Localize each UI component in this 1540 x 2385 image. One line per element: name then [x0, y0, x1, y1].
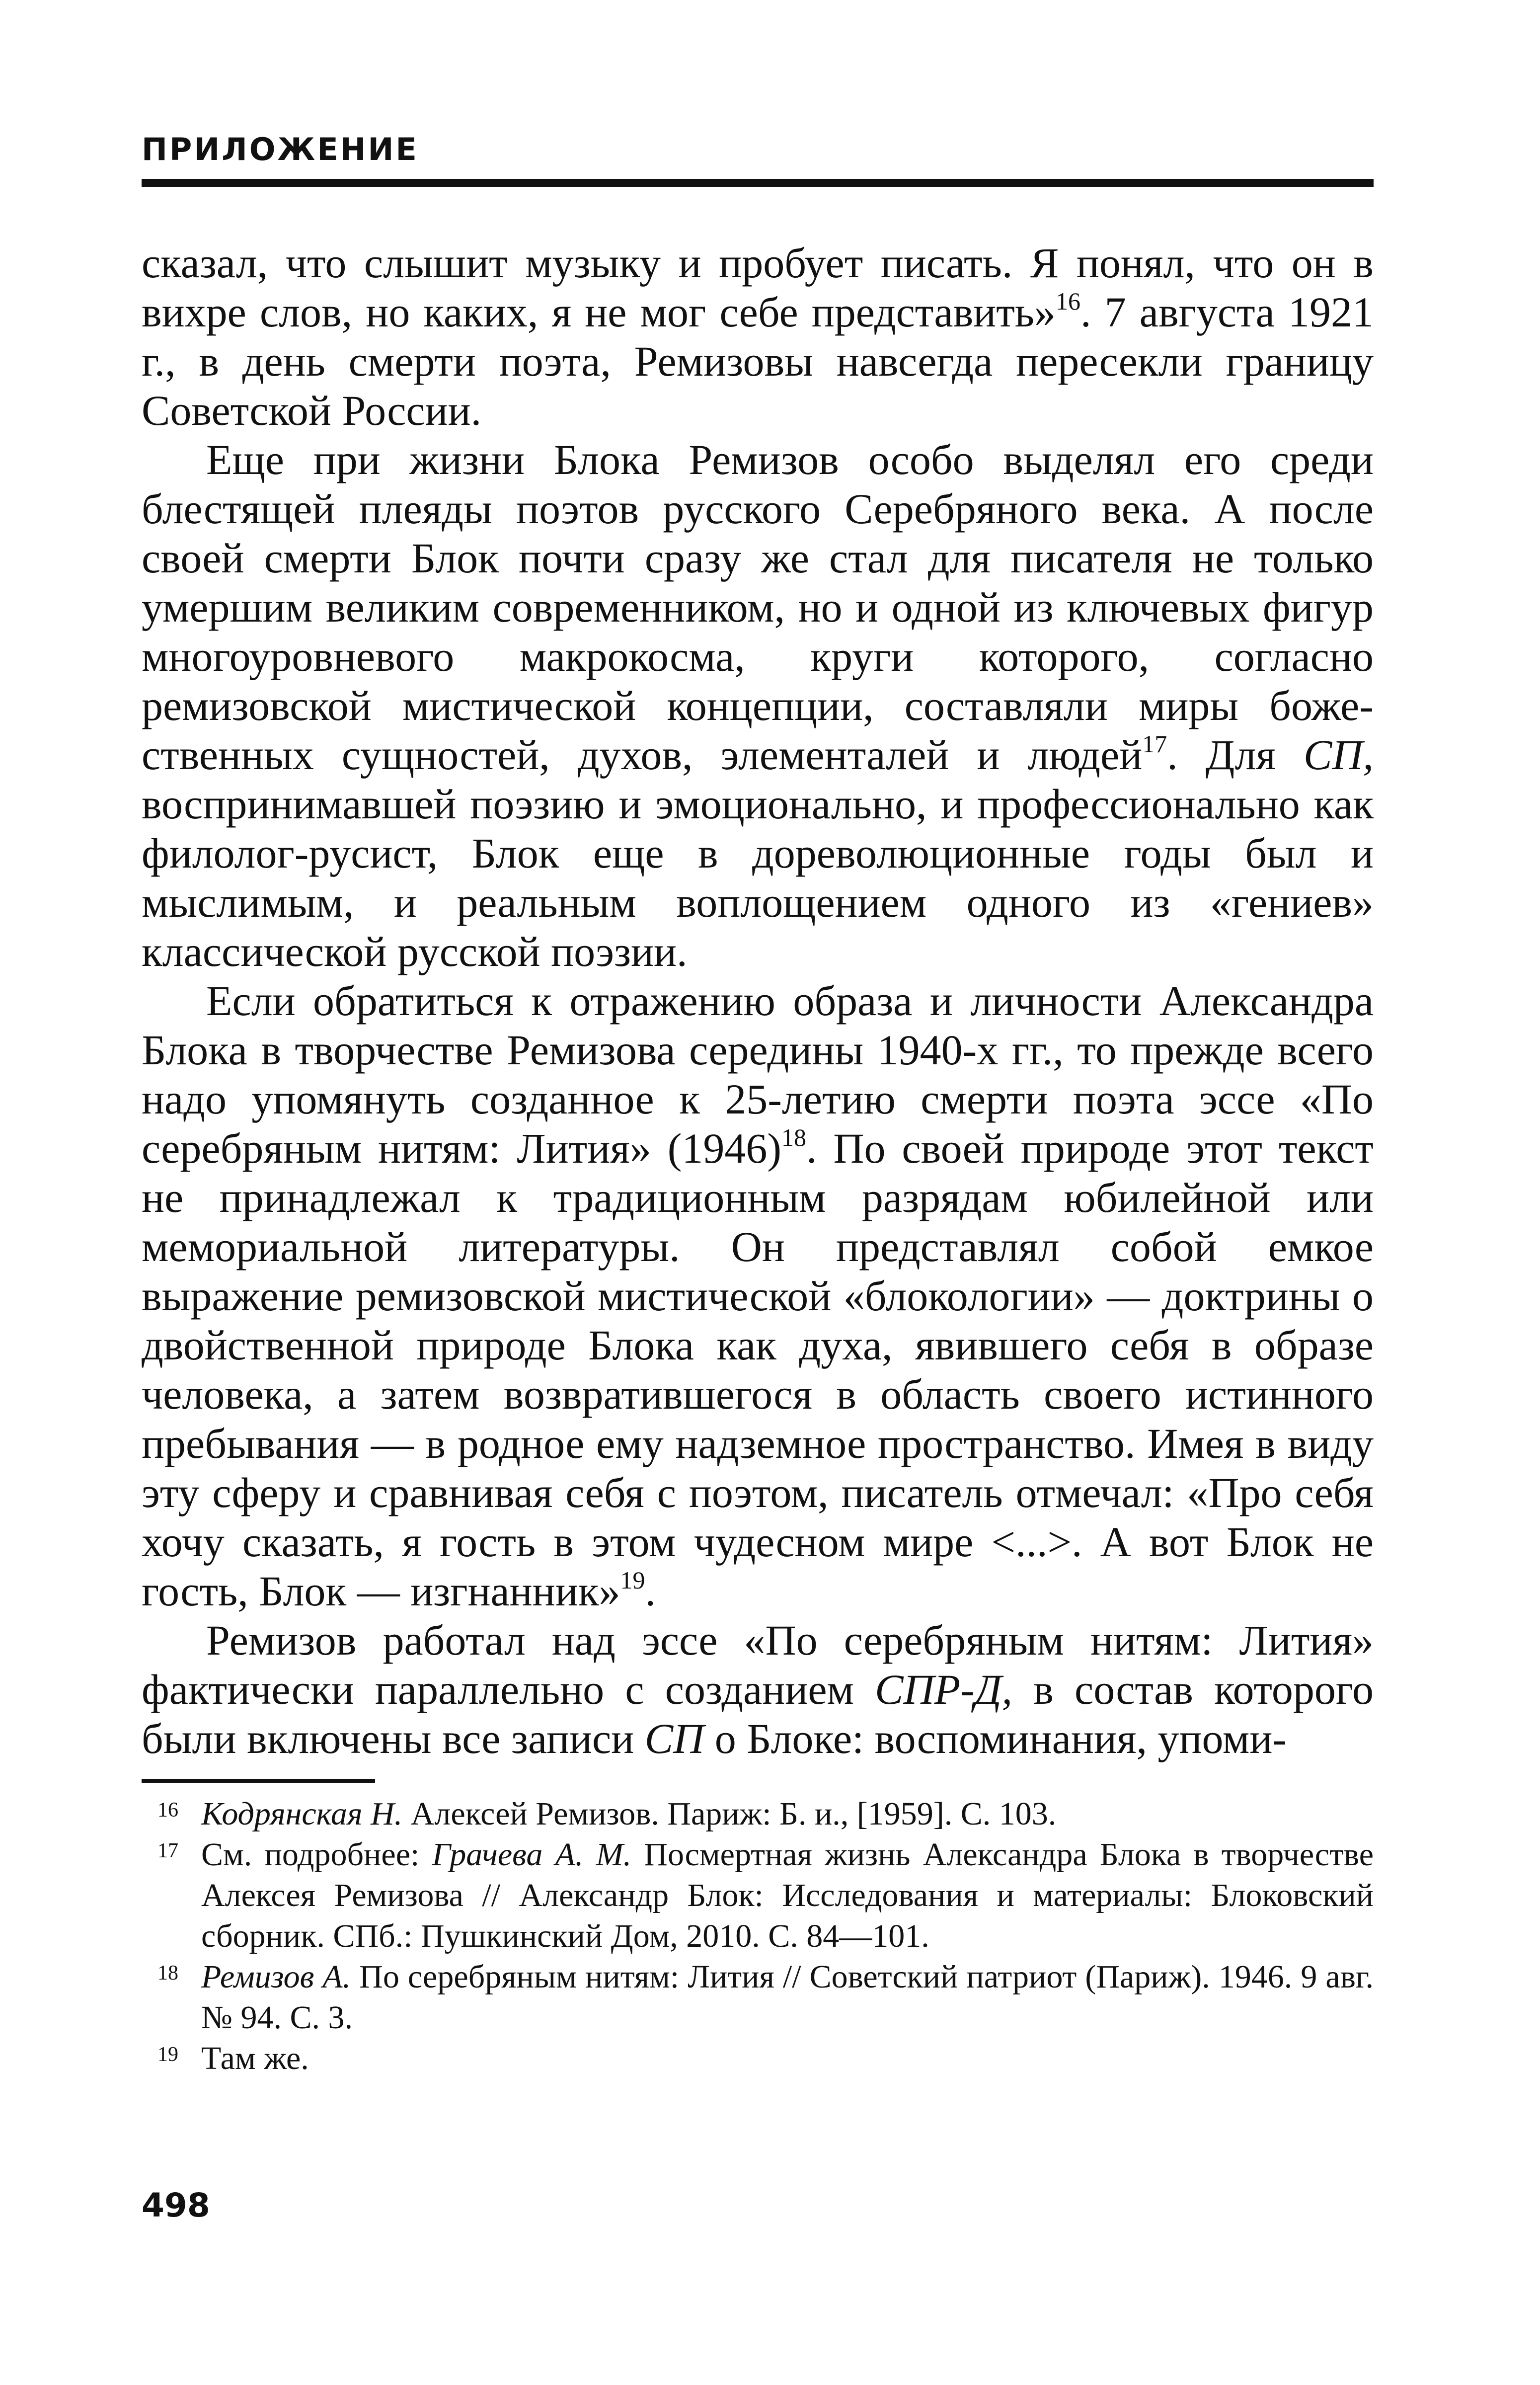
- footnote-number: 19: [157, 2043, 178, 2066]
- footnote-text: [201, 1794, 1374, 1834]
- main-text: [142, 238, 1374, 1763]
- footnote-number: 18: [157, 1962, 178, 1985]
- text-run: сказал, что слышит музыку и пробует писать. Я понял, что он в вихре слов, но каких, я не мог себе представить»: [142, 239, 1374, 336]
- paragraph-2: [142, 435, 1374, 976]
- footnote-ref-17: 17: [1142, 730, 1167, 758]
- text-run: .: [645, 1567, 656, 1615]
- footnote-body: По серебряным нитям: Лития // Советский патриот (Париж). 1946. 9 авг. № 94. С. 3.: [201, 1959, 1374, 2036]
- text-run: . По своей природе этот текст не принадлежал к традиционным разрядам юбилейной или мемориальной литературы. Он представлял собой емкое выражение ремизовской мистической «блокологии» — доктрины о двойственной природе Блока как духа, явившего себя в образе человека, а затем возвратившегося в область своего истинного пребывания — в родное ему надземное пространство. Имея в виду эту сферу и сравнивая себя с поэтом, писатель отмечал: «Про себя хочу сказать, я гость в этом чудесном мире <...>. А вот Блок не гость, Блок — изгнанник»: [142, 1124, 1374, 1615]
- paragraph-4: [142, 1616, 1374, 1763]
- text-run: Ремизов работал над эссе «По серебряным нитям: Лития» фактически параллельно с созданием: [142, 1616, 1374, 1713]
- footnote-16: [142, 1794, 1374, 1834]
- italic-abbrev: СП,: [1304, 731, 1374, 779]
- footnote-number: 16: [157, 1799, 178, 1822]
- footnote-text: [201, 1834, 1374, 1957]
- text-run: Еще при жизни Блока Ремизов особо выделял его среди блестящей плеяды поэтов русского Серебряного века. А после своей смерти Блок почти сразу же стал для писателя не только умершим великим современником, но и одной из ключевых фигур многоуровневого макрокосма, круги которого, согласно ремизовской мистической концепции, составляли миры божественных сущностей, духов, элементалей и людей: [142, 436, 1374, 779]
- footnote-ref-19: 19: [620, 1566, 645, 1594]
- footnote-text: [201, 1957, 1374, 2038]
- footnote-18: [142, 1957, 1374, 2038]
- footnote-19: [142, 2038, 1374, 2079]
- footnote-author: Ремизов А.: [201, 1959, 351, 1995]
- footnote-17: [142, 1834, 1374, 1957]
- paragraph-1: [142, 238, 1374, 435]
- footnote-body: Посмертная жизнь Александра Блока в творчестве Алексея Ремизова // Александр Блок: Исследования и материалы: Блоковский сборник. СПб.: Пушкинский Дом, 2010. С. 84—101.: [201, 1836, 1374, 1954]
- footnote-author: Грачева А. М.: [432, 1836, 632, 1873]
- footnote-text: [201, 2038, 1374, 2079]
- footnotes: [142, 1794, 1374, 2079]
- running-header-title: ПРИЛОЖЕНИЕ: [142, 131, 419, 167]
- italic-abbrev: СП: [644, 1715, 704, 1762]
- footnote-body: Там же.: [201, 2040, 309, 2076]
- text-run: Если обратиться к отражению образа и личности Александра Блока в творчестве Ремизова середины 1940-х гг., то прежде всего надо упомянуть созданное к 25-летию смерти поэта эссе «По серебряным нитям: Лития» (1946): [142, 977, 1374, 1172]
- footnote-separator: [142, 1779, 375, 1783]
- paragraph-3: [142, 976, 1374, 1616]
- header-rule: [142, 179, 1374, 187]
- footnote-ref-16: 16: [1056, 287, 1081, 315]
- footnote-body: Алексей Ремизов. Париж: Б. и., [1959]. С. 103.: [402, 1796, 1057, 1832]
- footnote-ref-18: 18: [781, 1123, 806, 1151]
- footnote-number: 17: [157, 1839, 178, 1862]
- text-run: . Для: [1167, 731, 1304, 779]
- text-run: воспринимавшей поэзию и эмоционально, и профессионально как филолог-русист, Блок еще в дореволюционные годы был и мыслимым, и реальным воплощением одного из «гениев» классической русской поэзии.: [142, 780, 1374, 975]
- footnote-author: Кодрянская Н.: [201, 1796, 403, 1832]
- text-run: о Блоке: воспоминания, упоми-: [704, 1715, 1287, 1762]
- text-run: . 7 августа 1921 г., в день смерти поэта, Ремизовы навсегда пересекли границу Советской России.: [142, 288, 1374, 434]
- italic-abbrev: СПР-Д,: [875, 1666, 1012, 1713]
- page-number: 498: [142, 2186, 210, 2225]
- text-run: в состав которого были включены все записи: [142, 1666, 1374, 1762]
- running-header: [142, 131, 1374, 187]
- footnote-prefix: См. подробнее:: [201, 1836, 432, 1873]
